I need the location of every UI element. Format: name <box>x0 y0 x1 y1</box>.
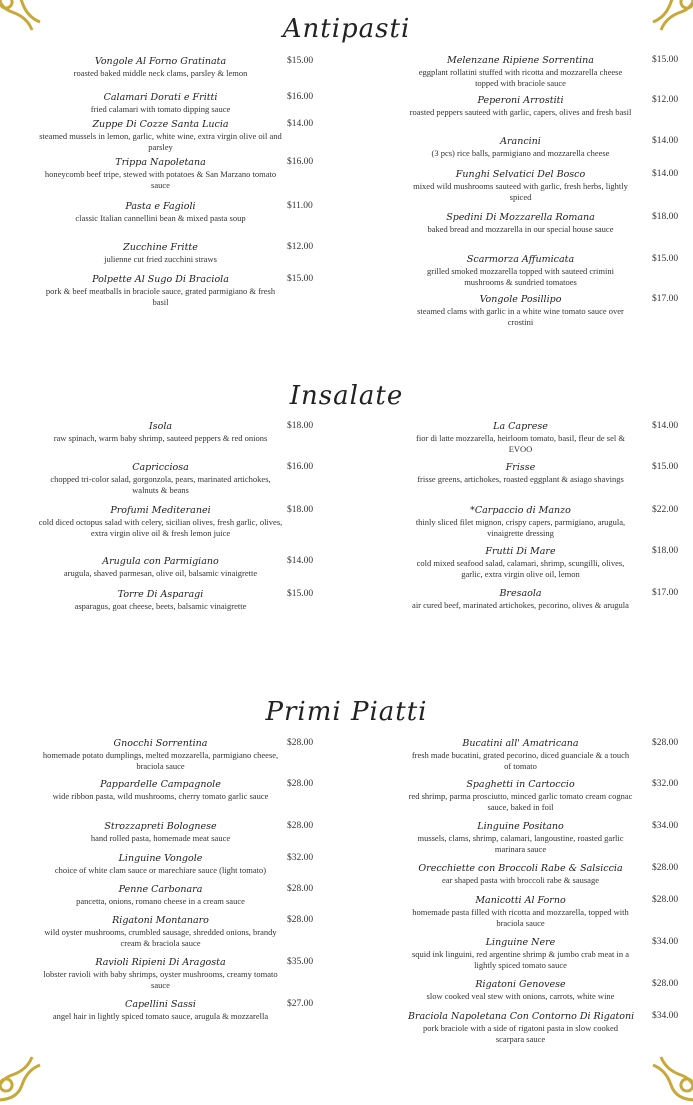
section-title-antipasti: Antipasti <box>282 14 411 44</box>
menu-item-price: $34.00 <box>652 1011 679 1021</box>
menu-item-name: Zuppe Di Cozze Santa Lucia <box>92 119 229 130</box>
menu-item-price: $11.00 <box>287 201 313 211</box>
menu-item-description: fried calamari with tomato dipping sauce <box>90 104 231 114</box>
menu-item-description: ear shaped pasta with broccoli rabe & sausage <box>442 875 599 885</box>
menu-item-price: $14.00 <box>652 169 679 179</box>
menu-item-name: Linguine Nere <box>485 937 556 948</box>
menu-item-price: $28.00 <box>652 738 679 748</box>
menu-item-description: (3 pcs) rice balls, parmigiano and mozzarella cheese <box>431 148 610 158</box>
menu-item-name: Gnocchi Sorrentina <box>113 738 208 749</box>
menu-item-name: Penne Carbonara <box>118 884 203 895</box>
menu-item-name: Arugula con Parmigiano <box>102 556 219 567</box>
menu-item-description: squid ink linguini, red argentine shrimp & jumbo crab meat in a lightly spiced tomato sauce <box>411 949 630 970</box>
menu-item-name: Bresaola <box>499 588 542 599</box>
ornament-corner-bottom-left <box>0 1055 42 1105</box>
menu-item-price: $18.00 <box>652 212 679 222</box>
menu-item-name: Braciola Napoletana Con Contorno Di Rigatoni <box>408 1011 635 1022</box>
menu-item-price: $28.00 <box>287 915 314 925</box>
menu-item-description: frisse greens, artichokes, roasted eggplant & asiago shavings <box>417 474 624 484</box>
menu-item-name: Polpette Al Sugo Di Braciola <box>92 274 229 285</box>
menu-item-description: arugula, shaved parmesan, olive oil, balsamic vinaigrette <box>63 568 258 578</box>
menu-item-name: Funghi Selvatici Del Bosco <box>455 169 586 180</box>
menu-item-price: $14.00 <box>287 119 314 129</box>
menu-item-price: $15.00 <box>652 462 679 472</box>
menu-item-description: eggplant rollatini stuffed with ricotta and mozzarella cheese topped with braciole sauce <box>418 67 623 88</box>
menu-item-description: homemade potato dumplings, melted mozzarella, parmigiano cheese, braciola sauce <box>42 750 279 771</box>
menu-item-price: $16.00 <box>287 92 314 102</box>
menu-item-price: $17.00 <box>652 294 679 304</box>
menu-item-price: $15.00 <box>652 254 679 264</box>
menu-item-name: Rigatoni Montanaro <box>112 915 209 926</box>
menu-item-name: Orecchiette con Broccoli Rabe & Salsiccia <box>418 863 623 874</box>
menu-item-price: $15.00 <box>287 274 314 284</box>
menu-item-name: Bucatini all' Amatricana <box>462 738 579 749</box>
menu-item-name: Capricciosa <box>132 462 189 473</box>
menu-item-price: $34.00 <box>652 821 679 831</box>
menu-item-description: cold mixed seafood salad, calamari, shrimp, scungilli, olives, garlic, extra virgin olive oil, lemon <box>416 558 625 579</box>
menu-item-price: $12.00 <box>287 242 314 252</box>
menu-item-name: Torre Di Asparagi <box>117 589 204 600</box>
menu-item-price: $28.00 <box>287 738 314 748</box>
menu-item-name: Melenzane Ripiene Sorrentina <box>447 55 594 66</box>
menu-item-price: $15.00 <box>652 55 679 65</box>
menu-item-name: Rigatoni Genovese <box>475 979 566 990</box>
menu-item-price: $12.00 <box>652 95 679 105</box>
menu-item-description: roasted peppers sauteed with garlic, capers, olives and fresh basil <box>409 107 632 117</box>
menu-item-name: Ravioli Ripieni Di Aragosta <box>95 957 226 968</box>
menu-item-name: Scarmorza Affumicata <box>466 254 575 265</box>
menu-item-description: asparagus, goat cheese, beets, balsamic vinaigrette <box>74 601 247 611</box>
menu-item-description: raw spinach, warm baby shrimp, sauteed peppers & red onions <box>53 433 268 443</box>
menu-item-description: grilled smoked mozzarella topped with sauteed crimini mushrooms & sundried tomatoes <box>427 266 614 287</box>
menu-item-price: $18.00 <box>287 505 314 515</box>
menu-item-description: fior di latte mozzarella, heirloom tomato, basil, fleur de sel & EVOO <box>416 433 625 454</box>
menu-item-name: Manicotti Al Forno <box>475 895 566 906</box>
menu-item-price: $14.00 <box>652 421 679 431</box>
menu-item-description: wide ribbon pasta, wild mushrooms, cherry tomato garlic sauce <box>52 791 269 801</box>
menu-item-name: Profumi Mediteranei <box>110 505 211 516</box>
menu-item-name: *Carpaccio di Manzo <box>470 505 571 516</box>
menu-item-description: steamed clams with garlic in a white wine tomato sauce over crostini <box>417 306 624 327</box>
menu-item-name: Vongole Al Forno Gratinata <box>94 56 227 67</box>
menu-item-name: Arancini <box>500 136 541 147</box>
menu-item-price: $27.00 <box>287 999 314 1009</box>
menu-item-price: $14.00 <box>652 136 679 146</box>
menu-item-name: Pappardelle Campagnole <box>100 779 221 790</box>
menu-item-price: $28.00 <box>287 779 314 789</box>
menu-item-name: Linguine Positano <box>477 821 564 832</box>
menu-item-description: steamed mussels in lemon, garlic, white wine, extra virgin olive oil and parsley <box>39 131 282 152</box>
menu-item-name: Spedini Di Mozzarella Romana <box>446 212 595 223</box>
menu-item-price: $28.00 <box>287 884 314 894</box>
menu-item-price: $28.00 <box>652 863 679 873</box>
menu-item-description: pancetta, onions, romano cheese in a cream sauce <box>76 896 245 906</box>
menu-item-description: chopped tri-color salad, gorgonzola, pears, marinated artichokes, walnuts & beans <box>50 474 271 495</box>
ornament-corner-bottom-right <box>651 1055 693 1105</box>
menu-item-price: $34.00 <box>652 937 679 947</box>
menu-item-price: $28.00 <box>652 895 679 905</box>
section-title-primi-piatti: Primi Piatti <box>265 697 428 727</box>
menu-item-description: slow cooked veal stew with onions, carrots, white wine <box>426 991 615 1001</box>
menu-item-name: Calamari Dorati e Fritti <box>103 92 218 103</box>
menu-item-price: $18.00 <box>652 546 679 556</box>
menu-item-description: angel hair in lightly spiced tomato sauce, arugula & mozzarella <box>52 1011 269 1021</box>
menu-item-name: Isola <box>148 421 173 432</box>
menu-item-description: homemade pasta filled with ricotta and mozzarella, topped with braciola sauce <box>412 907 629 928</box>
menu-item-name: Vongole Posillipo <box>479 294 562 305</box>
menu-item-price: $18.00 <box>287 421 314 431</box>
menu-item-description: roasted baked middle neck clams, parsley & lemon <box>73 68 248 78</box>
menu-item-price: $35.00 <box>287 957 314 967</box>
section-title-insalate: Insalate <box>289 381 404 411</box>
menu-item-name: Spaghetti in Cartoccio <box>466 779 575 790</box>
menu-item-description: julienne cut fried zucchini straws <box>104 254 217 264</box>
menu-item-name: Strozzapreti Bolognese <box>104 821 217 832</box>
menu-item-name: Trippa Napoletana <box>115 157 206 168</box>
menu-item-description: mixed wild mushrooms sauteed with garlic, fresh herbs, lightly spiced <box>413 181 628 202</box>
menu-item-description: cold diced octopus salad with celery, sicilian olives, fresh garlic, olives, extra virgin olive oil & fresh lemon juice <box>38 517 283 538</box>
menu-item-description: choice of white clam sauce or marechiare sauce (light tomato) <box>54 865 267 875</box>
menu-item-description: red shrimp, parma prosciutto, minced garlic tomato cream cognac sauce, baked in foil <box>408 791 633 812</box>
menu-item-price: $28.00 <box>652 979 679 989</box>
menu-item-name: Capellini Sassi <box>125 999 196 1010</box>
menu-item-price: $17.00 <box>652 588 679 598</box>
menu-item-description: mussels, clams, shrimp, calamari, langoustine, roasted garlic marinara sauce <box>417 833 624 854</box>
menu-item-name: Linguine Vongole <box>118 853 203 864</box>
menu-item-price: $15.00 <box>287 589 314 599</box>
menu-item-price: $32.00 <box>287 853 314 863</box>
menu-item-name: Peperoni Arrostiti <box>477 95 564 106</box>
menu-item-description: hand rolled pasta, homemade meat sauce <box>90 833 231 843</box>
menu-item-description: honeycomb beef tripe, stewed with potatoes & San Marzano tomato sauce <box>44 169 277 190</box>
menu-item-name: Frisse <box>505 462 536 473</box>
menu-item-name: Zucchine Fritte <box>123 242 198 253</box>
menu-item-name: Frutti Di Mare <box>485 546 556 557</box>
menu-item-price: $15.00 <box>287 56 314 66</box>
menu-item-description: pork braciole with a side of rigatoni pasta in slow cooked scarpara sauce <box>423 1023 618 1044</box>
menu-item-description: wild oyster mushrooms, crumbled sausage, shredded onions, brandy cream & braciola sauce <box>44 927 277 948</box>
menu-item-name: La Caprese <box>493 421 548 432</box>
menu-item-description: pork & beef meatballs in braciole sauce, grated parmigiano & fresh basil <box>45 286 276 307</box>
menu-item-description: air cured beef, marinated artichokes, pecorino, olives & arugula <box>412 600 629 610</box>
menu-item-price: $28.00 <box>287 821 314 831</box>
menu-item-description: classic Italian cannellini bean & mixed pasta soup <box>75 213 246 223</box>
menu-item-description: thinly sliced filet mignon, crispy capers, parmigiano, arugula, vinaigrette dressing <box>415 517 626 538</box>
menu-item-price: $14.00 <box>287 556 314 566</box>
menu-item-description: baked bread and mozzarella in our special house sauce <box>427 224 614 234</box>
menu-item-price: $16.00 <box>287 462 314 472</box>
menu-item-price: $22.00 <box>652 505 679 515</box>
menu-item-description: fresh made bucatini, grated pecorino, diced guanciale & a touch of tomato <box>411 750 630 771</box>
menu-item-description: lobster ravioli with baby shrimps, oyster mushrooms, creamy tomato sauce <box>43 969 278 990</box>
menu-item-price: $32.00 <box>652 779 679 789</box>
menu-item-name: Pasta e Fagioli <box>125 201 196 212</box>
menu-item-price: $16.00 <box>287 157 314 167</box>
